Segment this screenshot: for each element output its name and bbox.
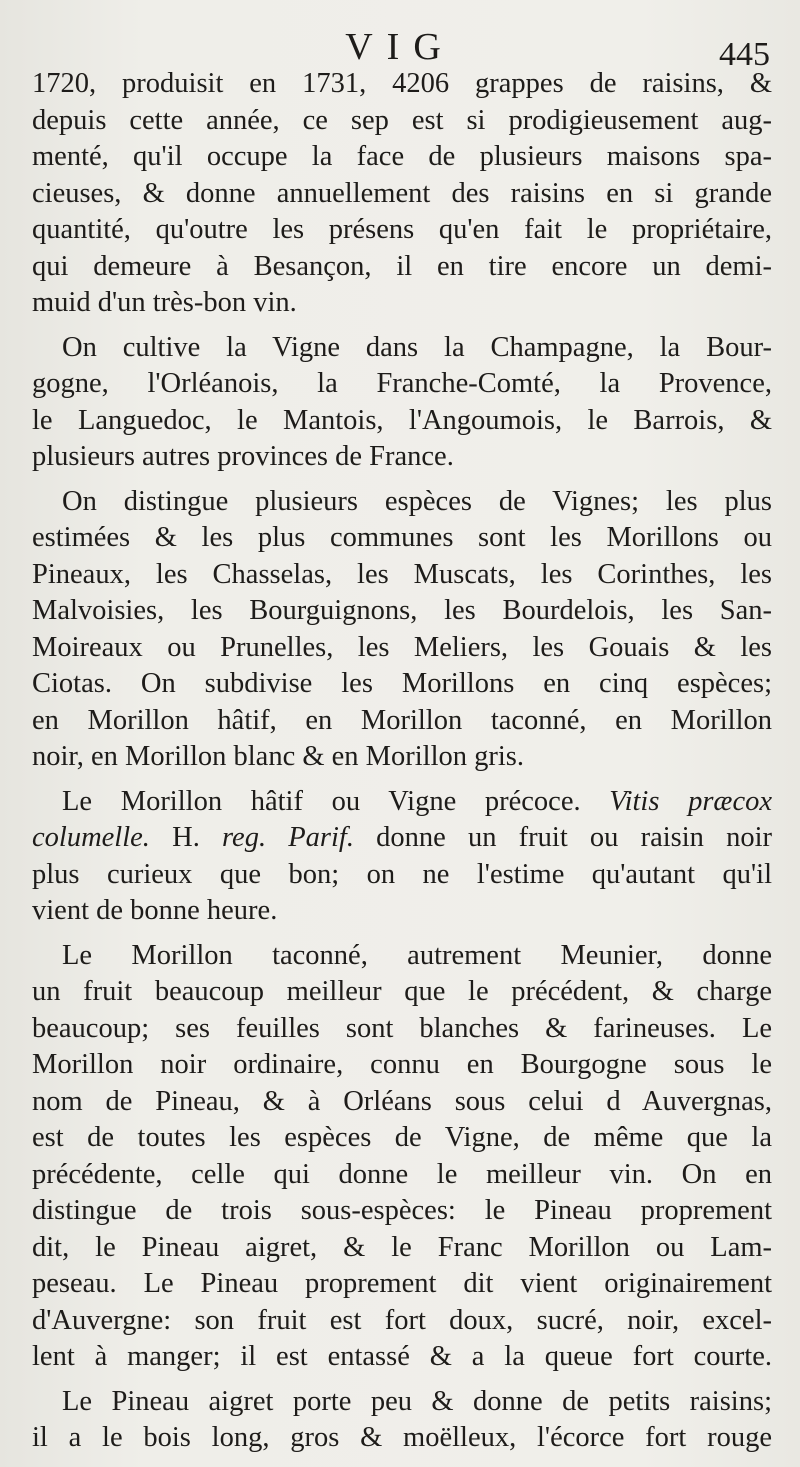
text-line: il a le bois long, gros & moëlleux, l'écorce fort rouge [32,1422,772,1453]
text-line: Malvoisies, les Bourguignons, les Bourdelois, les San- [32,595,772,626]
text-line: le Languedoc, le Mantois, l'Angoumois, le Barrois, & [32,404,772,436]
latin-citation: reg. Parif. [222,822,354,853]
text-line: Le Morillon taconné, autrement Meunier, donne [62,939,772,971]
text-line: On distingue plusieurs espèces de Vignes; les plus [62,485,772,517]
text-line: en Morillon hâtif, en Morillon taconné, en Morillon [32,704,772,736]
latin-name: Vitis præcox [609,785,772,817]
latin-citation: columelle. [32,822,150,853]
text-line: noir, en Morillon blanc & en Morillon gris. [32,741,525,772]
text-run: Le Morillon hâtif ou Vigne précoce. [62,785,581,817]
running-head [0,22,800,72]
text-line: Le Pineau aigret porte peu & donne de petits raisins; [62,1385,772,1417]
text-line: beaucoup; ses feuilles sont blanches & farineuses. Le [32,1012,772,1044]
text-line: lent à manger; il est entassé & a la queue fort courte. [32,1341,772,1372]
text-line: Moireaux ou Prunelles, les Meliers, les Gouais & les [32,631,772,663]
text-line: On cultive la Vigne dans la Champagne, la Bour- [62,331,772,363]
text-run: H. [172,822,200,853]
text-line: dit, le Pineau aigret, & le Franc Morillon ou Lam- [32,1231,772,1263]
text-run: donne un fruit ou raisin noir [376,822,772,853]
text-line: menté, qu'il occupe la face de plusieurs maisons spa- [32,141,772,172]
text-line: qui demeure à Besançon, il en tire encore un demi- [32,250,772,282]
text-line: depuis cette année, ce sep est si prodigieusement aug- [32,104,772,136]
text-line [32,784,772,821]
text-line [32,820,772,857]
text-line: muid d'un très-bon vin. [32,287,297,318]
text-line: estimées & les plus communes sont les Morillons ou [32,522,772,553]
text-line: cieuses, & donne annuellement des raisins en si grande [32,177,772,209]
text-line: quantité, qu'outre les présens qu'en fait le propriétaire, [32,214,772,245]
text-line: d'Auvergne: son fruit est fort doux, sucré, noir, excel- [32,1304,772,1336]
text-line: plusieurs autres provinces de France. [32,441,454,472]
paragraph-5 [32,938,772,1376]
text-line: vient de bonne heure. [32,895,278,926]
text-line: un fruit beaucoup meilleur que le précédent, & charge [32,976,772,1007]
body-text [32,66,772,1457]
text-line: distingue de trois sous-espèces: le Pineau proprement [32,1195,772,1226]
text-line: Pineaux, les Chasselas, les Muscats, les Corinthes, les [32,558,772,590]
paragraph-4 [32,784,772,930]
paragraph-3 [32,484,772,776]
paragraph-1 [32,66,772,322]
paragraph-2 [32,330,772,476]
text-line: Ciotas. On subdivise les Morillons en cinq espèces; [32,668,772,699]
text-line: 1720, produisit en 1731, 4206 grappes de raisins, & [32,68,772,99]
running-title: VIG [345,26,455,68]
text-line: plus curieux que bon; on ne l'estime qu'autant qu'il [32,858,772,890]
text-line: est de toutes les espèces de Vigne, de même que la [32,1122,772,1153]
text-line: nom de Pineau, & à Orléans sous celui d Auvergnas, [32,1085,772,1117]
text-line: Morillon noir ordinaire, connu en Bourgogne sous le [32,1049,772,1080]
text-line: précédente, celle qui donne le meilleur vin. On en [32,1158,772,1190]
text-line: peseau. Le Pineau proprement dit vient originairement [32,1268,772,1299]
page-number: 445 [719,36,770,73]
text-line: gogne, l'Orléanois, la Franche-Comté, la Provence, [32,368,772,399]
paragraph-6 [32,1384,772,1457]
